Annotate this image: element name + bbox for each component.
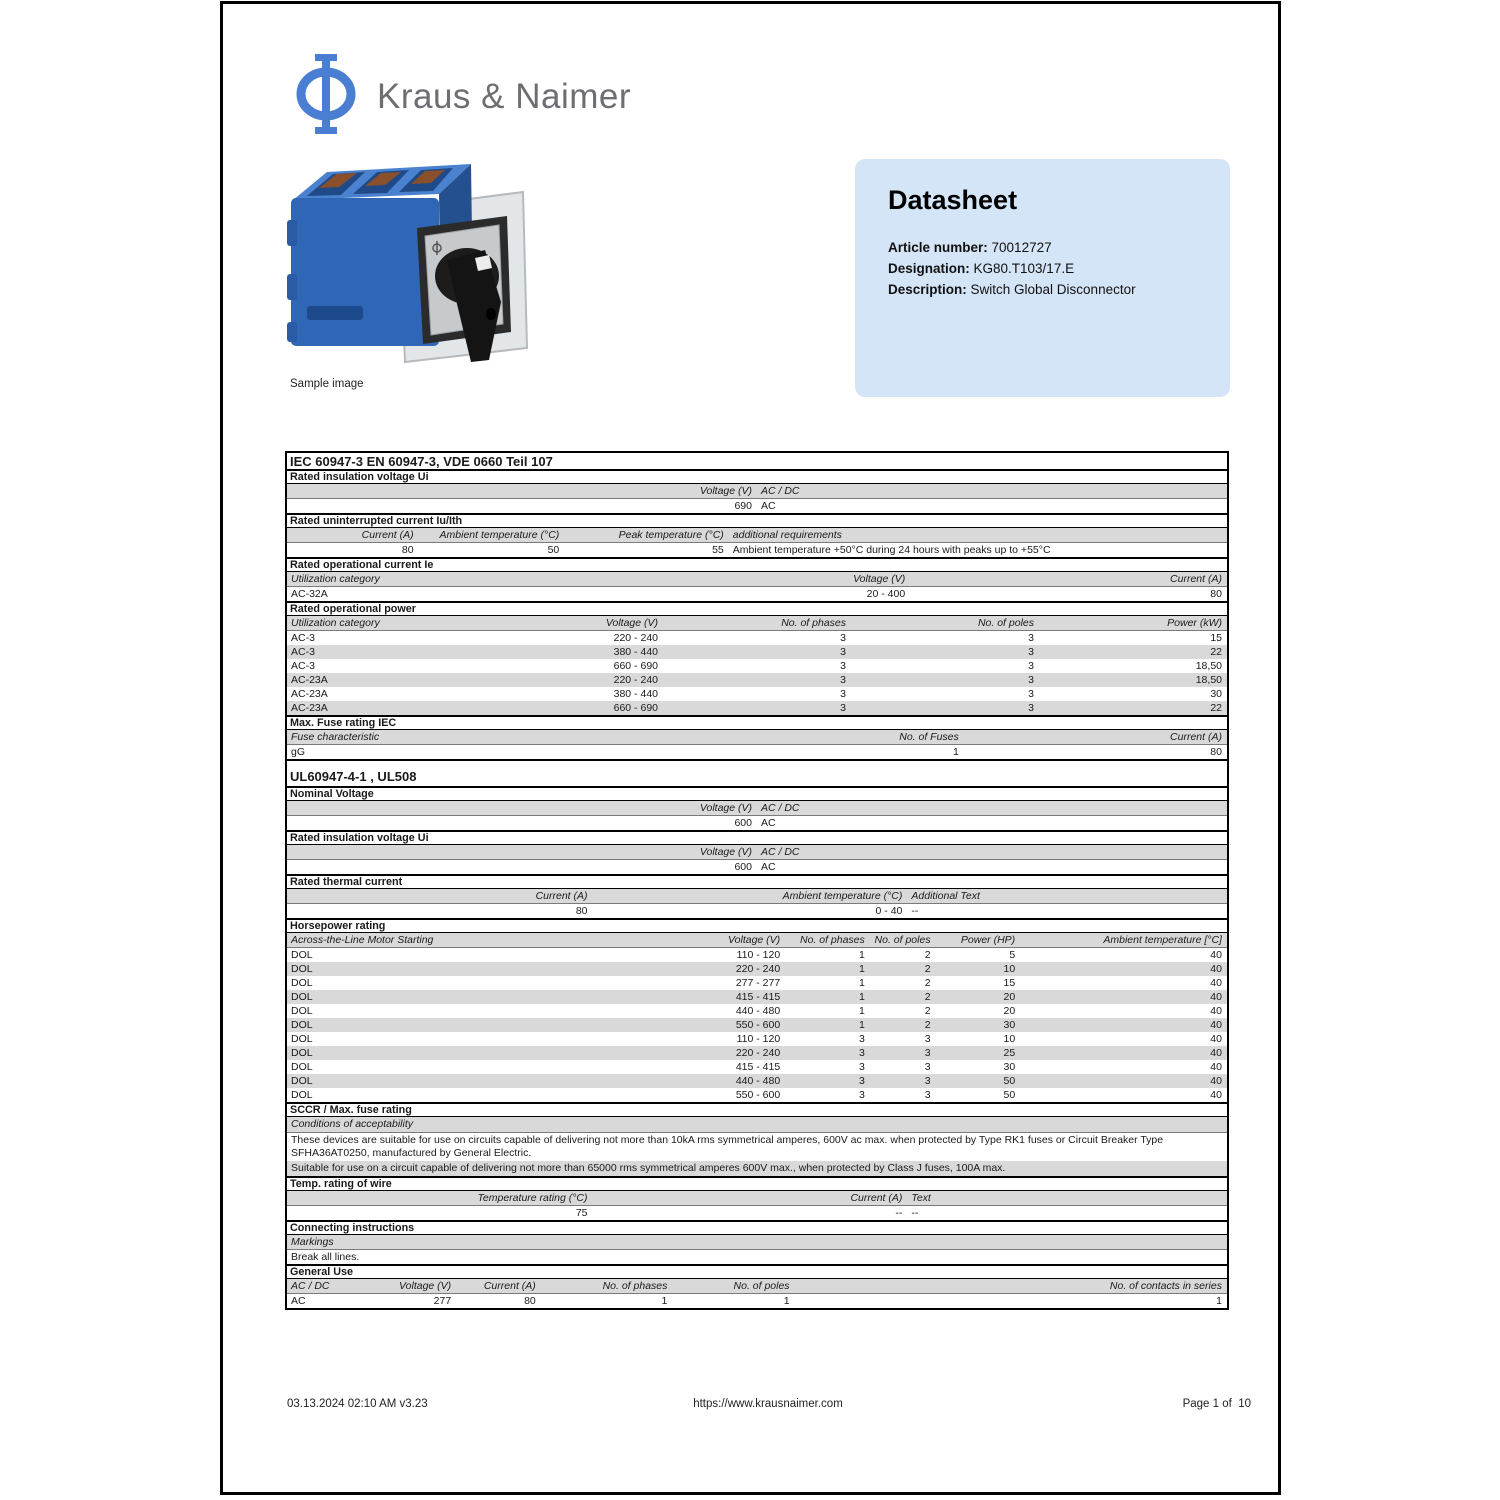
table-cell: No. of poles [977, 617, 1034, 629]
table-row [287, 645, 1227, 659]
table-cell: 2 [924, 949, 931, 961]
table-cell: 0 - 40 [875, 905, 903, 917]
table-cell: Voltage (V) [699, 485, 752, 497]
table-row [287, 1250, 1227, 1264]
table-cell: DOL [291, 1033, 313, 1045]
datasheet-info-box [855, 159, 1230, 397]
table-cell: 660 - 690 [613, 702, 658, 714]
table-cell: DOL [291, 991, 313, 1003]
table-cell: 40 [1210, 1061, 1222, 1073]
table-cell: AC-23A [291, 688, 328, 700]
table-subsection-title: Rated uninterrupted current Iu/Ith [287, 513, 1227, 528]
table-subsection-title: Rated operational current Ie [287, 557, 1227, 572]
table-subsection-title: Rated thermal current [287, 874, 1227, 889]
table-cell: AC [761, 817, 776, 829]
table-cell: 40 [1210, 1033, 1222, 1045]
table-cell: 80 [575, 905, 588, 917]
table-cell: 2 [924, 977, 931, 989]
table-cell: 440 - 480 [735, 1005, 781, 1017]
table-cell: No. of phases [781, 617, 846, 629]
table-cell: Fuse characteristic [291, 731, 380, 743]
table-row [287, 816, 1227, 830]
table-row [287, 845, 1227, 860]
table-row [287, 1294, 1227, 1308]
table-cell: 1 [858, 1005, 865, 1017]
table-cell: Utilization category [291, 617, 380, 629]
table-row [287, 543, 1227, 557]
table-cell: AC-32A [291, 588, 328, 600]
table-cell: No. of phases [602, 1280, 668, 1292]
table-cell: 50 [547, 544, 560, 556]
table-cell: Markings [291, 1236, 334, 1248]
table-cell: Current (A) [361, 529, 414, 541]
table-row [287, 1206, 1227, 1220]
table-cell: 40 [1210, 1005, 1222, 1017]
table-subsection-title: Nominal Voltage [287, 786, 1227, 801]
product-image [281, 156, 533, 377]
table-cell: AC [761, 500, 776, 512]
table-cell: 3 [1028, 702, 1034, 714]
table-cell: DOL [291, 1047, 313, 1059]
table-cell: 3 [1028, 688, 1034, 700]
table-cell: DOL [291, 977, 313, 989]
table-cell: Conditions of acceptability [291, 1118, 413, 1130]
table-cell: Voltage (V) [605, 617, 658, 629]
datasheet-page [220, 1, 1281, 1495]
table-cell: 1 [858, 949, 865, 961]
table-cell: Current (A) [850, 1192, 903, 1204]
table-row [287, 687, 1227, 701]
table-cell: Across-the-Line Motor Starting [291, 934, 434, 946]
table-cell: DOL [291, 1061, 313, 1073]
table-cell: 660 - 690 [613, 660, 658, 672]
table-row [287, 499, 1227, 513]
table-cell: DOL [291, 1075, 313, 1087]
table-cell: 40 [1210, 963, 1222, 975]
table-row [287, 1088, 1227, 1102]
table-cell: 3 [840, 688, 846, 700]
sample-image-caption: Sample image [290, 378, 364, 390]
table-cell: AC-23A [291, 674, 328, 686]
table-subsection-title: Rated insulation voltage Ui [287, 469, 1227, 484]
table-cell: 1 [858, 977, 865, 989]
table-section-title: IEC 60947-3 EN 60947-3, VDE 0660 Teil 107 [287, 451, 1227, 469]
table-cell: Voltage (V) [853, 573, 906, 585]
table-cell: No. of contacts in series [1109, 1280, 1222, 1292]
table-subsection-title: SCCR / Max. fuse rating [287, 1102, 1227, 1117]
table-row [287, 1060, 1227, 1074]
table-row [287, 1018, 1227, 1032]
table-subsection-title: Max. Fuse rating IEC [287, 715, 1227, 730]
table-cell: 277 [433, 1295, 452, 1307]
table-cell: 3 [840, 646, 846, 658]
table-cell: 3 [840, 702, 846, 714]
table-cell: Ambient temperature (°C) [782, 890, 903, 902]
table-row [287, 484, 1227, 499]
table-cell: Suitable for use on a circuit capable of delivering not more than 65000 rms symmetrical amperes 600V max., when protected by Class J fuses, 100A max. [291, 1162, 1006, 1174]
table-row [287, 1191, 1227, 1206]
table-cell: DOL [291, 1019, 313, 1031]
table-cell: 80 [1210, 588, 1222, 600]
table-cell: Power (kW) [1167, 617, 1222, 629]
datasheet-field: Article number: 70012727 [888, 240, 1052, 255]
table-cell: 3 [858, 1033, 865, 1045]
table-cell: AC-23A [291, 702, 328, 714]
table-cell: Ambient temperature +50°C during 24 hours with peaks up to +55°C [732, 544, 1051, 556]
table-cell: 20 [1003, 991, 1016, 1003]
table-cell: AC / DC [291, 1280, 330, 1292]
datasheet-field: Designation: KG80.T103/17.E [888, 261, 1075, 276]
table-subsection-title: Connecting instructions [287, 1220, 1227, 1235]
table-row [287, 701, 1227, 715]
table-row [287, 1279, 1227, 1294]
table-subsection-title: Temp. rating of wire [287, 1176, 1227, 1191]
table-cell: No. of Fuses [899, 731, 959, 743]
table-cell: 3 [840, 660, 846, 672]
table-cell: 220 - 240 [613, 632, 658, 644]
table-cell: 3 [858, 1047, 865, 1059]
brand-header [295, 54, 631, 139]
table-cell: Power (HP) [960, 934, 1016, 946]
table-cell: 80 [401, 544, 414, 556]
table-cell: AC / DC [761, 846, 800, 858]
table-cell: 18,50 [1195, 674, 1222, 686]
table-row [287, 889, 1227, 904]
table-cell: 440 - 480 [735, 1075, 781, 1087]
table-cell: DOL [291, 949, 313, 961]
table-cell: DOL [291, 1089, 313, 1101]
table-cell: 3 [924, 1047, 931, 1059]
table-cell: 75 [575, 1207, 588, 1219]
table-row [287, 1046, 1227, 1060]
table-cell: 1 [858, 991, 865, 1003]
table-cell: No. of poles [874, 934, 931, 946]
table-cell: 1 [858, 1019, 865, 1031]
table-row [287, 616, 1227, 631]
table-cell: 2 [924, 991, 931, 1003]
spec-table [285, 451, 1229, 1310]
table-cell: 3 [840, 632, 846, 644]
table-cell: 2 [924, 1005, 931, 1017]
table-cell: DOL [291, 963, 313, 975]
table-row [287, 801, 1227, 816]
table-subsection-title: Rated operational power [287, 601, 1227, 616]
table-cell: AC / DC [761, 485, 800, 497]
table-section-title: UL60947-4-1 , UL508 [287, 759, 1227, 786]
table-cell: 3 [1028, 660, 1034, 672]
footer-date-version: 03.13.2024 02:10 AM v3.23 [287, 1398, 428, 1410]
table-cell: Peak temperature (°C) [618, 529, 724, 541]
table-cell: 80 [1210, 746, 1222, 758]
table-cell: Voltage (V) [399, 1280, 452, 1292]
table-cell: 40 [1210, 977, 1222, 989]
table-row [287, 1004, 1227, 1018]
table-cell: 3 [858, 1061, 865, 1073]
table-cell: 30 [1210, 688, 1222, 700]
table-subsection-title: Horsepower rating [287, 918, 1227, 933]
table-cell: 3 [924, 1033, 931, 1045]
table-cell: 40 [1210, 1019, 1222, 1031]
table-cell: 380 - 440 [613, 688, 658, 700]
table-cell: 110 - 120 [736, 949, 781, 961]
table-cell: 40 [1210, 1089, 1222, 1101]
table-cell: 40 [1210, 1075, 1222, 1087]
table-cell: No. of poles [733, 1280, 790, 1292]
table-cell: 2 [924, 963, 931, 975]
table-cell: 30 [1003, 1019, 1016, 1031]
table-cell: 18,50 [1195, 660, 1222, 672]
table-cell: 220 - 240 [613, 674, 658, 686]
table-cell: Ambient temperature [°C] [1103, 934, 1222, 946]
table-cell: 1 [1216, 1295, 1222, 1307]
table-cell: 1 [952, 746, 959, 758]
table-row [287, 962, 1227, 976]
table-cell: No. of phases [799, 934, 865, 946]
table-row [287, 745, 1227, 759]
table-subsection-title: General Use [287, 1264, 1227, 1279]
table-row [287, 904, 1227, 918]
table-cell: 3 [858, 1075, 865, 1087]
table-cell: 22 [1210, 702, 1222, 714]
table-row [287, 933, 1227, 948]
table-cell: Voltage (V) [699, 846, 752, 858]
table-cell: DOL [291, 1005, 313, 1017]
table-cell: 220 - 240 [735, 1047, 781, 1059]
table-row [287, 990, 1227, 1004]
table-row [287, 1074, 1227, 1088]
table-row [287, 659, 1227, 673]
table-cell: 3 [924, 1089, 931, 1101]
table-cell: 380 - 440 [613, 646, 658, 658]
table-cell: 1 [783, 1295, 790, 1307]
table-cell: 1 [858, 963, 865, 975]
table-cell: Break all lines. [291, 1251, 360, 1263]
table-cell: 80 [524, 1295, 536, 1307]
table-cell: 10 [1003, 1033, 1016, 1045]
table-row [287, 673, 1227, 687]
table-cell: -- [895, 1207, 903, 1219]
table-cell: Current (A) [483, 1280, 536, 1292]
table-cell: 40 [1210, 949, 1222, 961]
table-cell: 3 [1028, 674, 1034, 686]
table-cell: 220 - 240 [735, 963, 781, 975]
table-cell: 415 - 415 [735, 1061, 781, 1073]
table-row [287, 1032, 1227, 1046]
table-cell: Voltage (V) [728, 934, 781, 946]
table-cell: -- [911, 905, 919, 917]
table-cell: 10 [1003, 963, 1016, 975]
table-cell: AC [761, 861, 776, 873]
table-cell: 5 [1009, 949, 1016, 961]
table-cell: AC-3 [291, 660, 315, 672]
table-cell: 30 [1003, 1061, 1016, 1073]
footer-page-number: Page 1 of 10 [1182, 1398, 1251, 1410]
footer-url: https://www.krausnaimer.com [693, 1398, 843, 1410]
table-cell: 3 [840, 674, 846, 686]
table-cell: 277 - 277 [735, 977, 781, 989]
table-row [287, 528, 1227, 543]
table-subsection-title: Rated insulation voltage Ui [287, 830, 1227, 845]
table-cell: 2 [924, 1019, 931, 1031]
page-footer [285, 1398, 1251, 1414]
table-row [287, 730, 1227, 745]
table-cell: 1 [661, 1295, 668, 1307]
table-row [287, 587, 1227, 601]
table-cell: AC [291, 1295, 306, 1307]
table-row [287, 860, 1227, 874]
table-cell: 25 [1003, 1047, 1016, 1059]
table-cell: 15 [1210, 632, 1222, 644]
table-cell: Temperature rating (°C) [477, 1192, 588, 1204]
table-row [287, 976, 1227, 990]
table-cell: -- [911, 1207, 919, 1219]
brand-name: Kraus & Naimer [377, 76, 632, 116]
table-cell: Current (A) [535, 890, 588, 902]
table-cell: Current (A) [1170, 573, 1222, 585]
datasheet-fields [888, 237, 1197, 300]
table-cell: 415 - 415 [735, 991, 781, 1003]
table-cell: 15 [1003, 977, 1016, 989]
table-cell: additional requirements [732, 529, 842, 541]
table-row [287, 1133, 1227, 1161]
table-cell: 550 - 600 [735, 1089, 781, 1101]
table-cell: 600 [734, 861, 752, 873]
table-cell: 550 - 600 [735, 1019, 781, 1031]
table-cell: 690 [734, 500, 752, 512]
table-row [287, 948, 1227, 962]
table-row [287, 1117, 1227, 1133]
table-cell: 40 [1210, 991, 1222, 1003]
datasheet-field: Description: Switch Global Disconnector [888, 282, 1136, 297]
table-cell: 3 [924, 1061, 931, 1073]
kraus-naimer-phi-logo-icon [295, 54, 357, 139]
table-cell: AC / DC [761, 802, 800, 814]
table-cell: 3 [924, 1075, 931, 1087]
table-cell: Text [911, 1192, 931, 1204]
table-row [287, 631, 1227, 645]
table-cell: AC-3 [291, 632, 315, 644]
table-cell: 22 [1210, 646, 1222, 658]
table-cell: AC-3 [291, 646, 315, 658]
table-cell: 20 [1003, 1005, 1016, 1017]
datasheet-title: Datasheet [888, 185, 1018, 215]
table-cell: 3 [1028, 632, 1034, 644]
table-row [287, 1161, 1227, 1176]
table-cell: Additional Text [911, 890, 980, 902]
table-cell: 50 [1003, 1075, 1016, 1087]
table-row [287, 572, 1227, 587]
table-cell: 3 [858, 1089, 865, 1101]
table-cell: Ambient temperature (°C) [439, 529, 560, 541]
table-cell: gG [291, 746, 306, 758]
table-cell: Current (A) [1170, 731, 1222, 743]
table-cell: Voltage (V) [699, 802, 752, 814]
table-cell: These devices are suitable for use on circuits capable of delivering not more than 10kA rms symmetrical amperes, 600V ac max. when protected by Type RK1 fuses or Circuit Breaker Type SFHA36AT0250, manufactured by General Electric. [291, 1134, 1164, 1159]
table-row [287, 1235, 1227, 1250]
table-cell: 110 - 120 [736, 1033, 781, 1045]
table-cell: 50 [1003, 1089, 1016, 1101]
table-cell: 3 [1028, 646, 1034, 658]
table-cell: 40 [1210, 1047, 1222, 1059]
table-cell: 20 - 400 [866, 588, 906, 600]
table-cell: 55 [712, 544, 724, 556]
table-cell: 600 [734, 817, 752, 829]
table-cell: Utilization category [291, 573, 380, 585]
